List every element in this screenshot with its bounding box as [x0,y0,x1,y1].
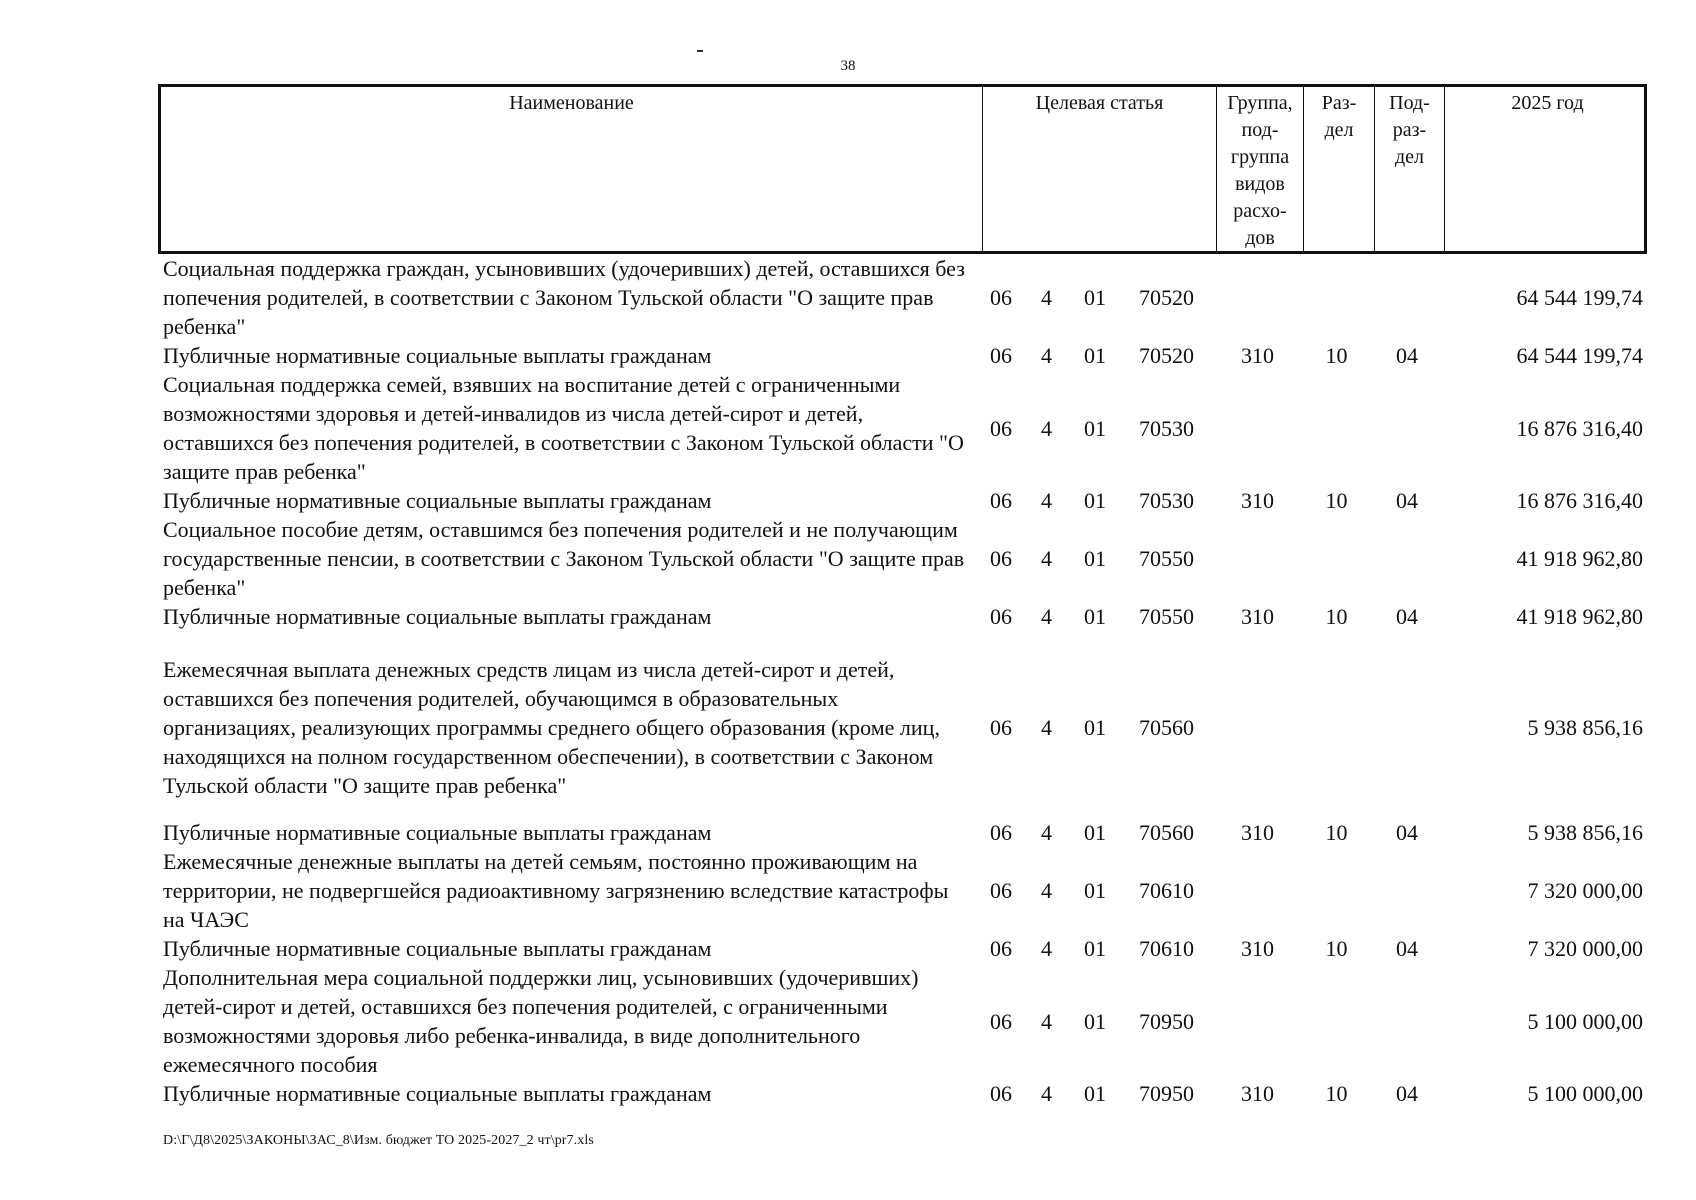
code-program: 06 [990,1081,1012,1106]
code-direction: 70560 [1139,715,1194,740]
row-group: 310 [1241,1081,1274,1106]
code-direction: 70520 [1139,285,1194,310]
header-group: Группа, под-группа видов расхо-дов [1217,87,1304,252]
row-amount: 5 100 000,00 [1527,1081,1643,1106]
code-type: 4 [1041,488,1052,513]
header-section: Раз-дел [1304,87,1375,252]
row-group: 310 [1241,936,1274,961]
row-target-code [980,602,1214,631]
row-amount: 41 918 962,80 [1516,546,1643,571]
code-direction: 70530 [1139,415,1194,441]
row-amount: 64 544 199,74 [1516,285,1643,310]
table-row [158,934,1647,963]
table-row [158,1079,1647,1108]
row-target-code [980,283,1214,312]
code-complex: 01 [1084,1008,1106,1034]
row-target-code [980,1079,1214,1108]
code-complex: 01 [1084,546,1106,571]
row-group: 310 [1241,604,1274,629]
row-name: Публичные нормативные социальные выплаты гражданам [163,604,712,629]
row-subsection: 04 [1396,1081,1418,1106]
row-amount: 7 320 000,00 [1527,936,1643,961]
row-group: 310 [1241,343,1274,368]
row-subsection: 04 [1396,820,1418,845]
row-subsection: 04 [1396,936,1418,961]
table-row [158,486,1647,515]
row-target-code [980,414,1214,443]
row-section: 10 [1325,343,1348,368]
row-amount: 16 876 316,40 [1516,488,1643,513]
code-type: 4 [1041,1008,1052,1034]
code-program: 06 [990,285,1012,310]
code-type: 4 [1041,415,1052,441]
code-type: 4 [1041,604,1052,629]
row-amount: 64 544 199,74 [1516,343,1643,368]
code-complex: 01 [1084,715,1106,740]
code-type: 4 [1041,715,1052,740]
code-program: 06 [990,1008,1012,1034]
code-direction: 70550 [1139,546,1194,571]
code-type: 4 [1041,285,1052,310]
code-complex: 01 [1084,488,1106,513]
table-body [158,254,1647,1108]
row-subsection: 04 [1396,343,1418,368]
row-target-code [980,341,1214,370]
row-group: 310 [1241,820,1274,845]
page-number: 38 [840,58,856,74]
code-program: 06 [990,820,1012,845]
table-row [158,631,1647,818]
row-amount: 5 938 856,16 [1527,820,1643,845]
table-row [158,370,1647,486]
header-year: 2025 год [1511,92,1584,114]
table-row [158,847,1647,934]
code-type: 4 [1041,878,1052,903]
row-target-code [980,486,1214,515]
table-row [158,602,1647,631]
code-type: 4 [1041,546,1052,571]
row-target-code [980,713,1214,742]
code-complex: 01 [1084,604,1106,629]
row-target-code [980,1007,1214,1036]
row-amount: 16 876 316,40 [1516,415,1643,441]
row-amount: 7 320 000,00 [1527,878,1643,903]
code-direction: 70550 [1139,604,1194,629]
code-program: 06 [990,878,1012,903]
table-row [158,515,1647,602]
code-program: 06 [990,546,1012,571]
code-program: 06 [990,604,1012,629]
row-amount: 5 938 856,16 [1527,715,1643,740]
code-complex: 01 [1084,285,1106,310]
row-target-code [980,934,1214,963]
row-target-code [980,818,1214,847]
table-row [158,341,1647,370]
code-direction: 70950 [1139,1008,1194,1034]
table-header [158,84,1647,254]
header-name: Наименование [161,87,983,252]
row-group: 310 [1241,488,1274,513]
code-type: 4 [1041,343,1052,368]
header-target: Целевая статья [983,87,1217,252]
code-direction: 70610 [1139,936,1194,961]
budget-table [158,84,1647,1108]
row-target-code [980,544,1214,573]
code-direction: 70520 [1139,343,1194,368]
code-program: 06 [990,415,1012,441]
code-type: 4 [1041,936,1052,961]
row-name: Социальная поддержка семей, взявших на воспитание детей с ограниченными возможностями здоровья и детей-инвалидов из числа детей-сирот и детей, оставшихся без попечения родителей, в соответствии с Законом Тульской области "О защите прав ребенка" [163,372,964,484]
code-program: 06 [990,488,1012,513]
code-direction: 70560 [1139,820,1194,845]
row-amount: 41 918 962,80 [1516,604,1643,629]
row-section: 10 [1325,488,1348,513]
code-direction: 70530 [1139,488,1194,513]
row-target-code [980,876,1214,905]
code-direction: 70950 [1139,1081,1194,1106]
code-program: 06 [990,715,1012,740]
code-complex: 01 [1084,878,1106,903]
page-mark [697,50,703,52]
row-name: Публичные нормативные социальные выплаты гражданам [163,820,712,845]
header-subsection: Под-раз-дел [1375,87,1445,252]
row-name: Дополнительная мера социальной поддержки лиц, усыновивших (удочеривших) детей-сирот и детей, оставшихся без попечения родителей, с ограниченными возможностями здоровья либо ребенка-инвалида, в виде дополнительного ежемесячного пособия [163,965,919,1077]
row-section: 10 [1325,604,1348,629]
row-name: Социальное пособие детям, оставшимся без попечения родителей и не получающим государственные пенсии, в соответствии с Законом Тульской области "О защите прав ребенка" [163,517,965,600]
code-complex: 01 [1084,820,1106,845]
row-section: 10 [1325,936,1348,961]
code-complex: 01 [1084,343,1106,368]
code-type: 4 [1041,820,1052,845]
code-complex: 01 [1084,936,1106,961]
row-name: Публичные нормативные социальные выплаты гражданам [163,936,712,961]
row-section: 10 [1325,820,1348,845]
row-name: Публичные нормативные социальные выплаты гражданам [163,343,712,368]
table-row [158,818,1647,847]
code-type: 4 [1041,1081,1052,1106]
row-section: 10 [1325,1081,1348,1106]
row-name: Ежемесячные денежные выплаты на детей семьям, постоянно проживающим на территории, не подвергшейся радиоактивному загрязнению вследствие катастрофы на ЧАЭС [163,849,949,932]
file-path: D:\Г\Д8\2025\ЗАКОНЫ\ЗАС_8\Изм. бюджет ТО 2025-2027_2 чт\pr7.xls [163,1133,594,1148]
row-name: Публичные нормативные социальные выплаты гражданам [163,1081,712,1106]
row-subsection: 04 [1396,604,1418,629]
table-row [158,254,1647,341]
row-amount: 5 100 000,00 [1527,1008,1643,1034]
code-direction: 70610 [1139,878,1194,903]
row-subsection: 04 [1396,488,1418,513]
row-name: Социальная поддержка граждан, усыновивших (удочеривших) детей, оставшихся без попечения родителей, в соответствии с Законом Тульской области "О защите прав ребенка" [163,256,965,339]
row-name: Публичные нормативные социальные выплаты гражданам [163,488,712,513]
code-complex: 01 [1084,1081,1106,1106]
code-program: 06 [990,936,1012,961]
code-program: 06 [990,343,1012,368]
row-name: Ежемесячная выплата денежных средств лицам из числа детей-сирот и детей, оставшихся без попечения родителей, обучающимся в образовательных организациях, реализующих программы среднего общего образования (кроме лиц, находящихся на полном государственном обеспечении), в соответствии с Законом Тульской области "О защите прав ребенка" [163,657,940,798]
table-row [158,963,1647,1079]
code-complex: 01 [1084,415,1106,441]
